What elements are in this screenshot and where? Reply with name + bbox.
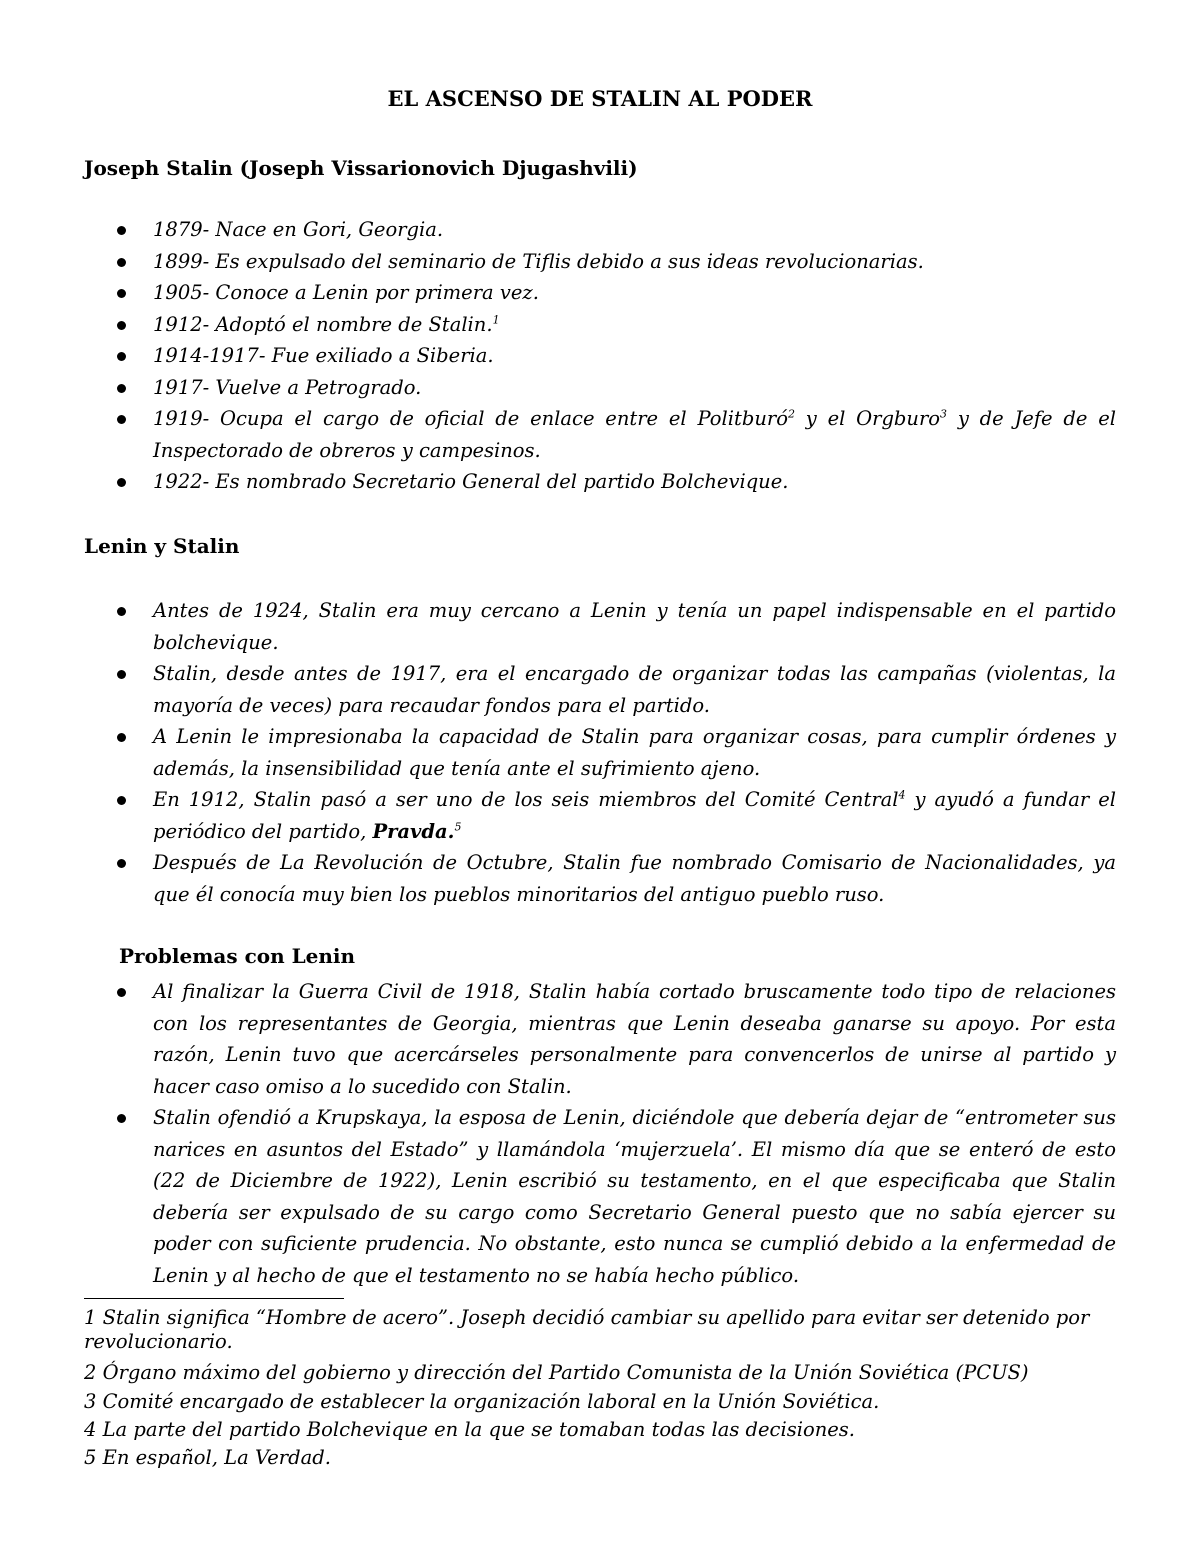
list-item: 1919- Ocupa el cargo de oficial de enlace entre el Politburó$^2$ y el Orgburo$^3$ y de Jefe de el Inspectorado de obreros y campesinos. bbox=[0, 403, 1200, 466]
bullet-icon bbox=[117, 415, 126, 424]
list-item: Stalin ofendió a Krupskaya, la esposa de Lenin, diciéndole que debería dejar de “entrometer sus narices en asuntos del Estado” y llamándola ‘mujerzuela’. El mismo día que se enteró de esto (22 de Diciembre de 1922), Lenin escribió su testamento, en el que especificaba que Stalin debería ser expulsado de su cargo como Secretario General puesto que no sabía ejercer su poder con suficiente prudencia. No obstante, esto nunca se cumplió debido a la enfermedad de Lenin y al hecho de que el testamento no se había hecho público. bbox=[0, 1102, 1200, 1291]
list-item: Al finalizar la Guerra Civil de 1918, Stalin había cortado bruscamente todo tipo de relaciones con los representantes de Georgia, mientras que Lenin deseaba ganarse su apoyo. Por esta razón, Lenin tuvo que acercárseles personalmente para convencerlos de unirse al partido y hacer caso omiso a lo sucedido con Stalin. bbox=[0, 976, 1200, 1102]
bullet-icon bbox=[117, 859, 126, 868]
bullet-icon bbox=[117, 478, 126, 487]
footnote-ref: 3 bbox=[940, 407, 948, 421]
list-item: 1879- Nace en Gori, Georgia. bbox=[0, 214, 1200, 246]
footnote: 3 Comité encargado de establecer la organización laboral en la Unión Soviética. bbox=[84, 1390, 880, 1413]
bullet-icon bbox=[117, 796, 126, 805]
section-heading-lenin-stalin: Lenin y Stalin bbox=[84, 534, 240, 558]
bullet-icon bbox=[117, 384, 126, 393]
bullet-icon bbox=[117, 1114, 126, 1123]
bullet-icon bbox=[117, 607, 126, 616]
bullet-icon bbox=[117, 352, 126, 361]
footnote-ref: 2 bbox=[787, 407, 795, 421]
list-item: 1917- Vuelve a Petrogrado. bbox=[0, 372, 1200, 404]
list-item: 1899- Es expulsado del seminario de Tiflis debido a sus ideas revolucionarias. bbox=[0, 246, 1200, 278]
list-item: En 1912, Stalin pasó a ser uno de los seis miembros del Comité Central$^4$ y ayudó a fundar el periódico del partido, Pravda.$^5$ bbox=[0, 784, 1200, 847]
bullet-icon bbox=[117, 258, 126, 267]
bullet-icon bbox=[117, 226, 126, 235]
list-item: 1914-1917- Fue exiliado a Siberia. bbox=[0, 340, 1200, 372]
page-title: EL ASCENSO DE STALIN AL PODER bbox=[387, 86, 813, 111]
footnote-ref: 5 bbox=[454, 820, 462, 833]
list-item: 1922- Es nombrado Secretario General del partido Bolchevique. bbox=[0, 466, 1200, 498]
list-item: Stalin, desde antes de 1917, era el encargado de organizar todas las campañas (violentas, la mayoría de veces) para recaudar fondos para el partido. bbox=[0, 658, 1200, 721]
list-item: Antes de 1924, Stalin era muy cercano a Lenin y tenía un papel indispensable en el partido bolchevique. bbox=[0, 595, 1200, 658]
footnote-ref: 4 bbox=[898, 788, 906, 802]
list-item: 1912- Adoptó el nombre de Stalin.$^1$ bbox=[0, 309, 1200, 341]
footnote: 4 La parte del partido Bolchevique en la que se tomaban todas las decisiones. bbox=[84, 1418, 855, 1441]
newspaper-name: Pravda. bbox=[372, 819, 455, 843]
lenin-stalin-list bbox=[0, 595, 1200, 910]
bullet-icon bbox=[117, 988, 126, 997]
bullet-icon bbox=[117, 670, 126, 679]
section-heading-problems: Problemas con Lenin bbox=[119, 944, 356, 968]
section-heading-stalin: Joseph Stalin (Joseph Vissarionovich Djugashvili) bbox=[84, 156, 638, 180]
footnote-ref: 1 bbox=[492, 313, 500, 326]
stalin-timeline-list bbox=[0, 214, 1200, 498]
footnote: 5 En español, La Verdad. bbox=[84, 1446, 331, 1469]
footnote-divider bbox=[84, 1298, 344, 1299]
footnote: 2 Órgano máximo del gobierno y dirección del Partido Comunista de la Unión Soviética (PCUS) bbox=[84, 1361, 1029, 1384]
bullet-icon bbox=[117, 733, 126, 742]
problems-list bbox=[0, 976, 1200, 1291]
bullet-icon bbox=[117, 289, 126, 298]
bullet-icon bbox=[117, 321, 126, 330]
list-item: 1905- Conoce a Lenin por primera vez. bbox=[0, 277, 1200, 309]
footnote: 1 Stalin significa “Hombre de acero”. Joseph decidió cambiar su apellido para evitar ser detenido por revolucionario. bbox=[84, 1306, 1090, 1353]
list-item: A Lenin le impresionaba la capacidad de Stalin para organizar cosas, para cumplir órdenes y además, la insensibilidad que tenía ante el sufrimiento ajeno. bbox=[0, 721, 1200, 784]
list-item: Después de La Revolución de Octubre, Stalin fue nombrado Comisario de Nacionalidades, ya que él conocía muy bien los pueblos minoritarios del antiguo pueblo ruso. bbox=[0, 847, 1200, 910]
